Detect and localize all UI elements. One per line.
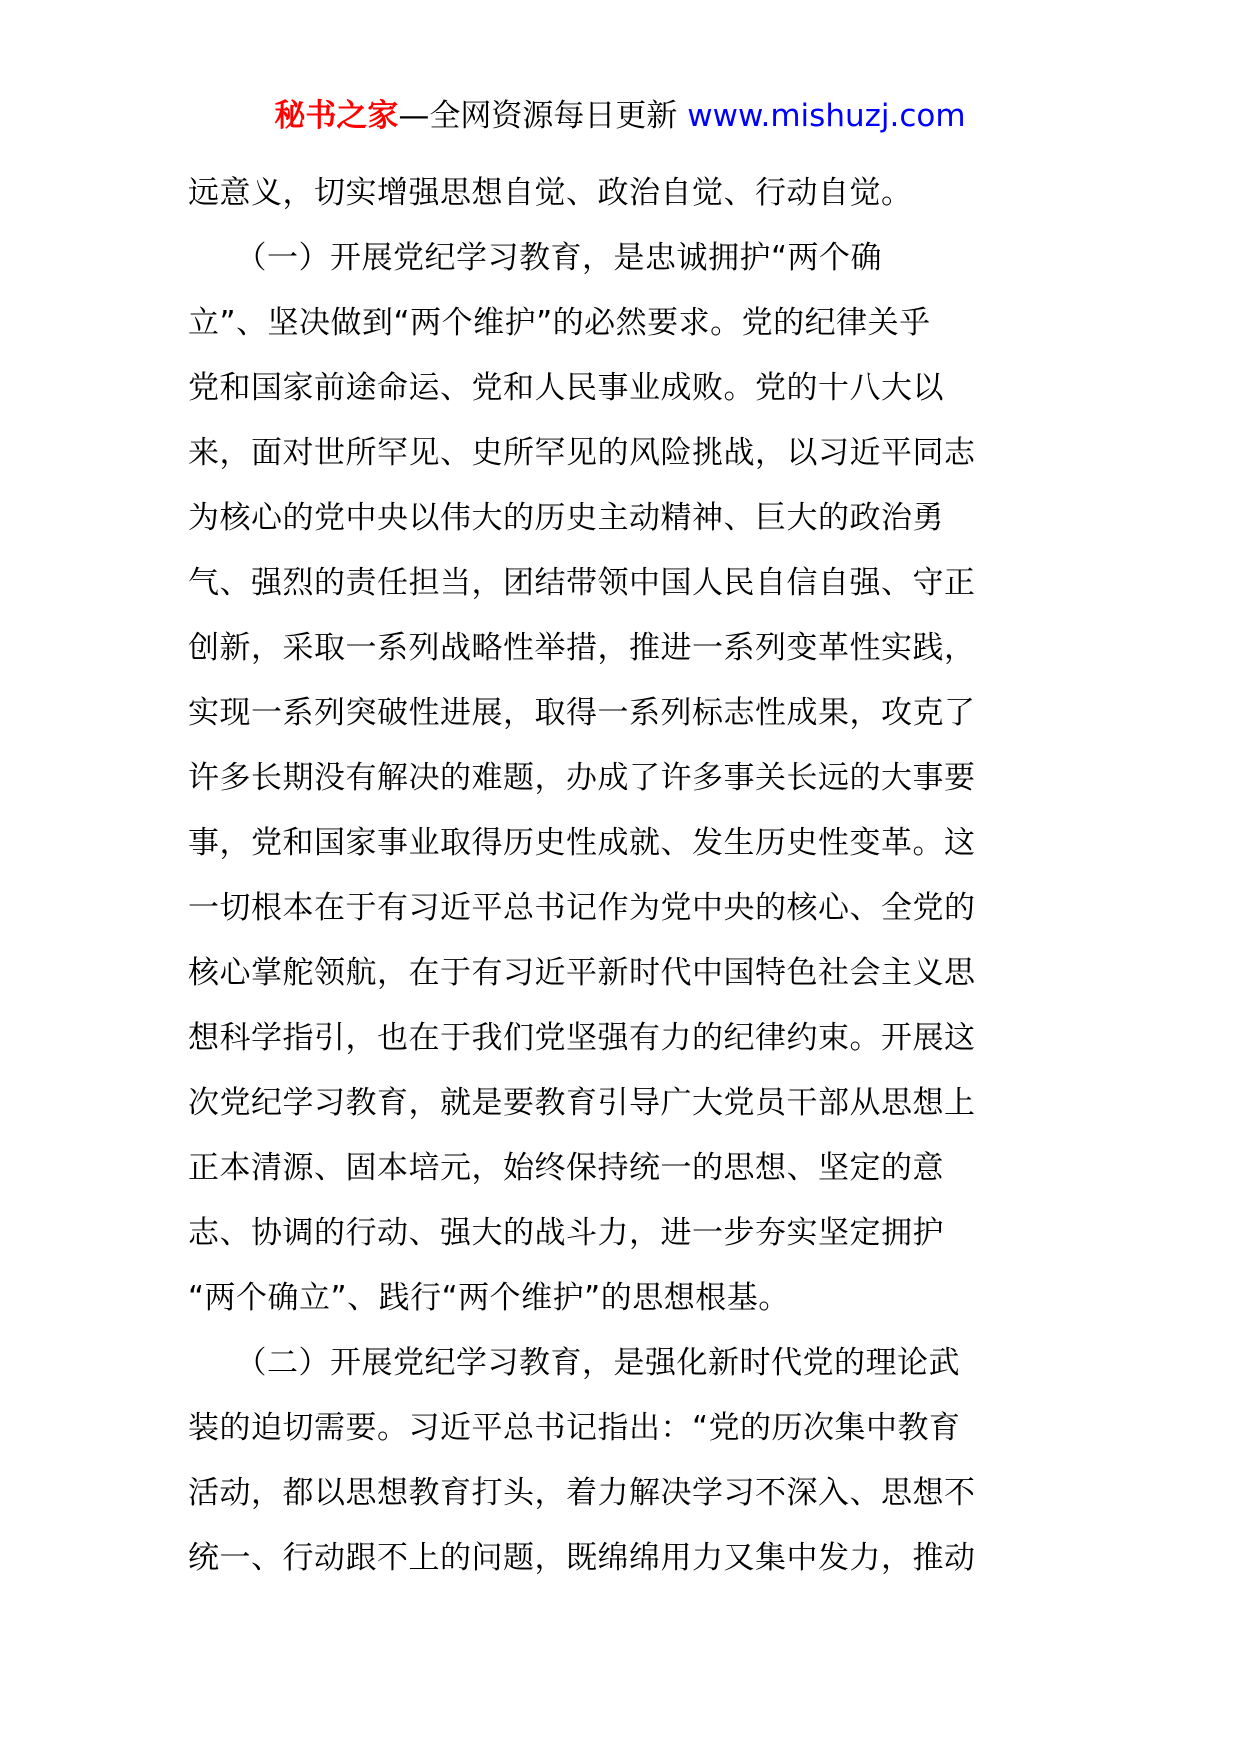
text-line: 为核心的党中央以伟大的历史主动精神、巨大的政治勇 xyxy=(188,500,944,536)
text-line: 事，党和国家事业取得历史性成就、发生历史性变革。这 xyxy=(188,825,976,861)
text-line: 立”、坚决做到“两个维护”的必然要求。党的纪律关乎 xyxy=(188,305,931,341)
text-line: 远意义，切实增强思想自觉、政治自觉、行动自觉。 xyxy=(188,175,913,211)
site-url-link[interactable]: www.mishuzj.com xyxy=(687,98,966,134)
site-tagline: —全网资源每日更新 xyxy=(398,98,688,134)
text-line: 次党纪学习教育，就是要教育引导广大党员干部从思想上 xyxy=(188,1085,976,1121)
text-line: 统一、行动跟不上的问题，既绵绵用力又集中发力，推动 xyxy=(188,1540,976,1576)
text-line: 活动，都以思想教育打头，着力解决学习不深入、思想不 xyxy=(188,1475,976,1511)
text-line: 许多长期没有解决的难题，办成了许多事关长远的大事要 xyxy=(188,760,976,796)
text-line: 一切根本在于有习近平总书记作为党中央的核心、全党的 xyxy=(188,890,976,926)
text-line: （二）开展党纪学习教育，是强化新时代党的理论武 xyxy=(188,1345,960,1381)
text-line: 装的迫切需要。习近平总书记指出：“党的历次集中教育 xyxy=(188,1410,961,1446)
text-line: 想科学指引，也在于我们党坚强有力的纪律约束。开展这 xyxy=(188,1020,976,1056)
text-line: 核心掌舵领航，在于有习近平新时代中国特色社会主义思 xyxy=(188,955,976,991)
site-brand: 秘书之家 xyxy=(274,98,399,134)
document-body xyxy=(188,161,1058,1591)
text-line: “两个确立”、践行“两个维护”的思想根基。 xyxy=(188,1280,790,1316)
text-line: 创新，采取一系列战略性举措，推进一系列变革性实践， xyxy=(188,630,976,666)
text-line: 党和国家前途命运、党和人民事业成败。党的十八大以 xyxy=(188,370,944,406)
text-line: 志、协调的行动、强大的战斗力，进一步夯实坚定拥护 xyxy=(188,1215,944,1251)
text-line: 实现一系列突破性进展，取得一系列标志性成果，攻克了 xyxy=(188,695,976,731)
page-header xyxy=(0,96,1240,136)
text-line: 正本清源、固本培元，始终保持统一的思想、坚定的意 xyxy=(188,1150,944,1186)
text-line: （一）开展党纪学习教育，是忠诚拥护“两个确 xyxy=(188,240,883,276)
text-line: 来，面对世所罕见、史所罕见的风险挑战，以习近平同志 xyxy=(188,435,976,471)
text-line: 气、强烈的责任担当，团结带领中国人民自信自强、守正 xyxy=(188,565,976,601)
